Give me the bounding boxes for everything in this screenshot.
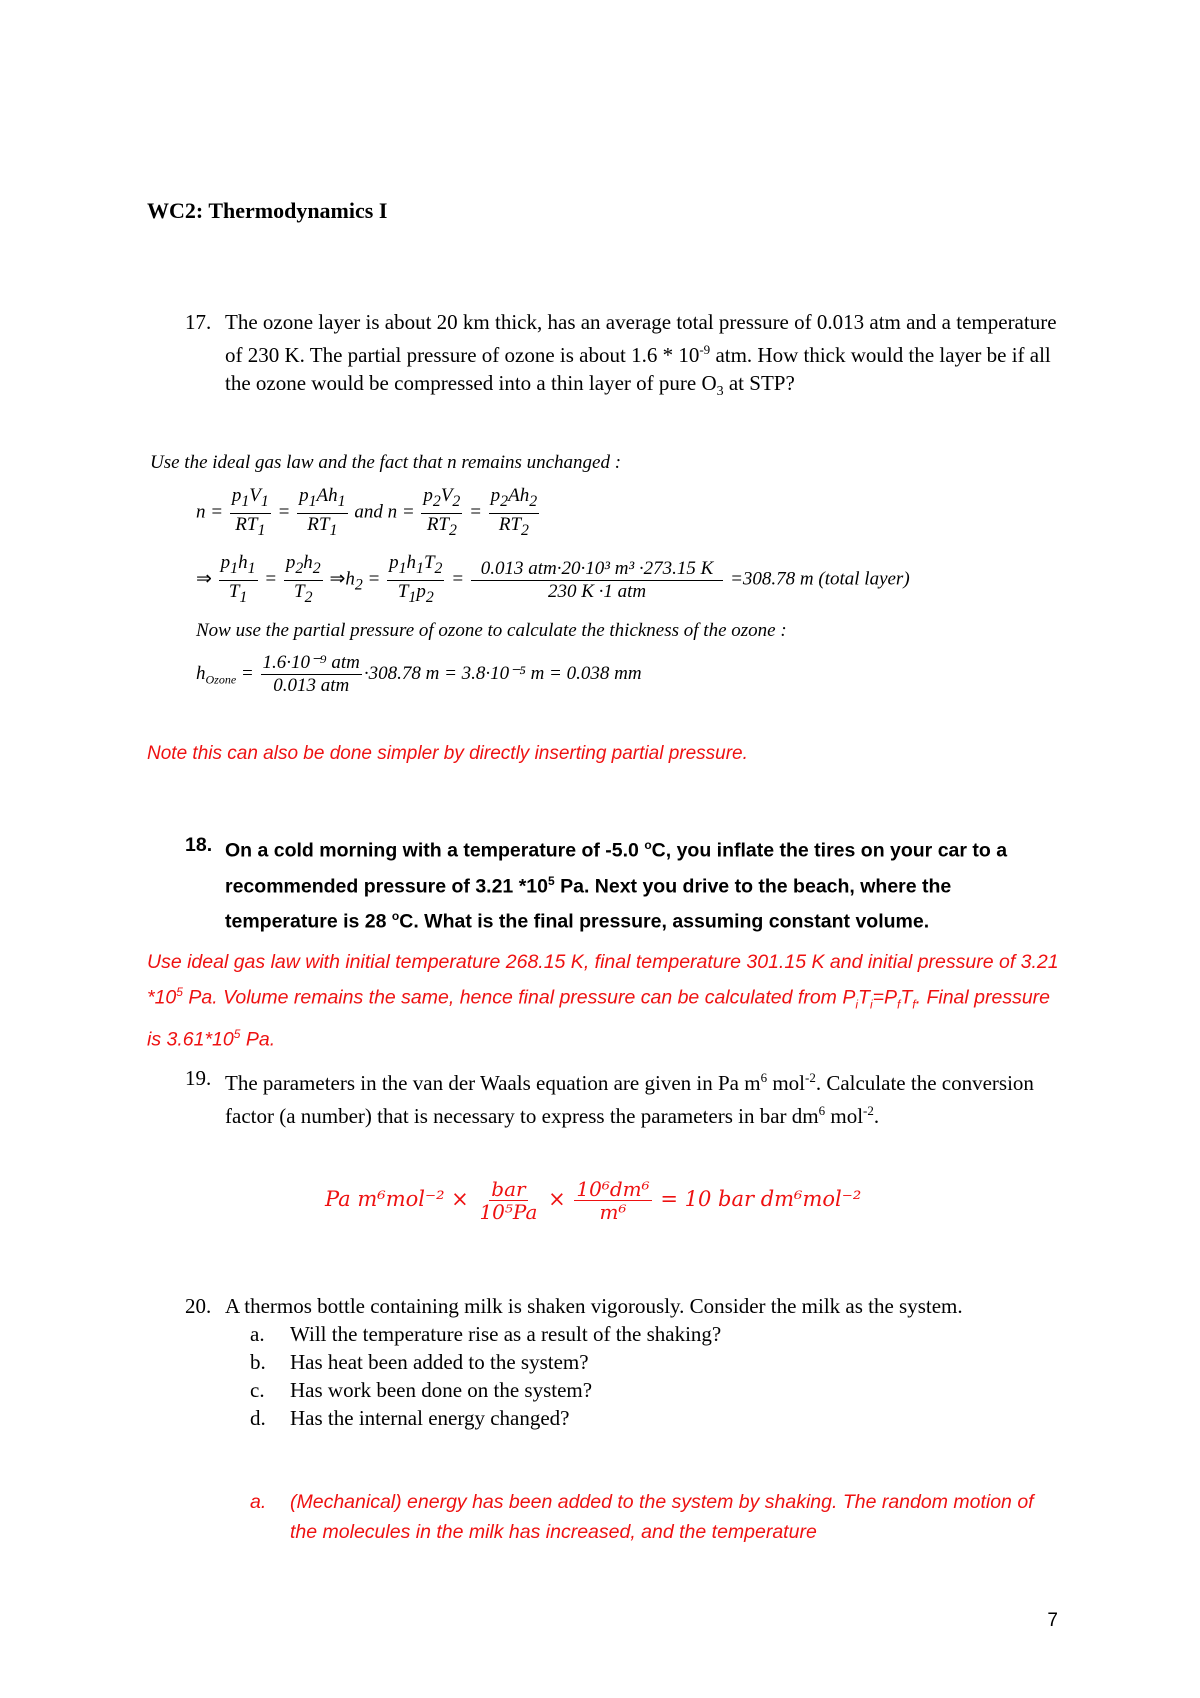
list-item: a. Will the temperature rise as a result of the shaking? bbox=[250, 1322, 722, 1346]
answer-18: Use ideal gas law with initial temperature 268.15 K, final temperature 301.15 K and initial pressure of 3.21 $*10^5$ Pa. Volume remains the same, hence final pressure can be calculated from $P_iT_i=P_fT_f$. Final pressure is $3.61*10^5$ Pa. bbox=[147, 951, 1059, 1051]
question-17 bbox=[185, 308, 1065, 406]
question-number: 18. bbox=[185, 834, 213, 856]
question-20 bbox=[185, 1292, 1065, 1432]
conversion-equation: Pa m⁶mol⁻² × $\frac{\text{bar}}{\text{10⁵Pa}}$ × $\frac{\text{10⁶dm⁶}}{\text{m⁶}}$ = 10 bar dm⁶mol⁻² bbox=[325, 1177, 862, 1224]
solution-now: Now use the partial pressure of ozone to calculate the thickness of the ozone : bbox=[196, 620, 787, 641]
page-number: 7 bbox=[1047, 1610, 1058, 1631]
list-item: d. Has the internal energy changed? bbox=[250, 1406, 570, 1430]
equation-n: n = $\frac{p_1V_1}{RT_1}$ = $\frac{p_1Ah_1}{RT_1}$ and n = $\frac{p_2V_2}{RT_2}$ = $\frac{p_2Ah_2}{RT_2}$ bbox=[196, 485, 538, 539]
question-text: On a cold morning with a temperature of -5.0 $^o$C, you inflate the tires on your car to a recommended pressure of 3.21 $*10^5$ Pa. Next you drive to the beach, where the temperature is 28 $^o$C. What is the final pressure, assuming constant volume. bbox=[225, 838, 1008, 933]
question-18 bbox=[185, 830, 1065, 937]
question-text: The ozone layer is about 20 km thick, has an average total pressure of 0.013 atm and a temperature of 230 K. The partial pressure of ozone is about $1.6 * 10^{-9}$ atm. How thick would the layer be if all the ozone would be compressed into a thin layer of pure $O_3$ at STP? bbox=[225, 310, 1057, 400]
question-number: 20. bbox=[185, 1294, 212, 1318]
question-number: 19. bbox=[185, 1066, 212, 1090]
equation-h2: ⇒ $\frac{p_1h_1}{T_1}$ = $\frac{p_2h_2}{T_2}$ $\Rightarrow h_2$ = $\frac{p_1h_1T_2}{T_1p_2}$ = $\frac{\text{0.013 atm·20·10³ m³ ·273.15 K}}{\text{230 K ·1 atm}}$ =308.78 m (total layer) bbox=[196, 552, 910, 606]
equation-h-ozone: $h_{Ozone}$ = $\frac{\text{1.6·10⁻⁹ atm}}{\text{0.013 atm}}$ ·308.78 m = 3.8·10⁻⁵ m = 0.038 mm bbox=[196, 652, 642, 696]
sub-question-list bbox=[185, 1320, 1065, 1432]
solution-intro: Use the ideal gas law and the fact that n remains unchanged : bbox=[150, 452, 622, 473]
list-item: c. Has work been done on the system? bbox=[250, 1378, 593, 1402]
page-title: WC2: Thermodynamics I bbox=[147, 198, 388, 223]
question-text: The parameters in the van der Waals equation are given in Pa $m^6$ mol$^{-2}$. Calculate the conversion factor (a number) that is necessary to express the parameters in bar $dm^6$ mol$^{-2}$. bbox=[225, 1070, 1034, 1128]
question-number: 17. bbox=[185, 310, 212, 334]
note-17: Note this can also be done simpler by directly inserting partial pressure. bbox=[147, 743, 748, 764]
list-item: b. Has heat been added to the system? bbox=[250, 1350, 589, 1374]
answer-20a: a. (Mechanical) energy has been added to the system by shaking. The random motion of the molecules in the milk has increased, and the temperature bbox=[250, 1491, 1034, 1543]
question-19 bbox=[185, 1064, 1065, 1130]
question-text: A thermos bottle containing milk is shaken vigorously. Consider the milk as the system. bbox=[225, 1294, 963, 1318]
